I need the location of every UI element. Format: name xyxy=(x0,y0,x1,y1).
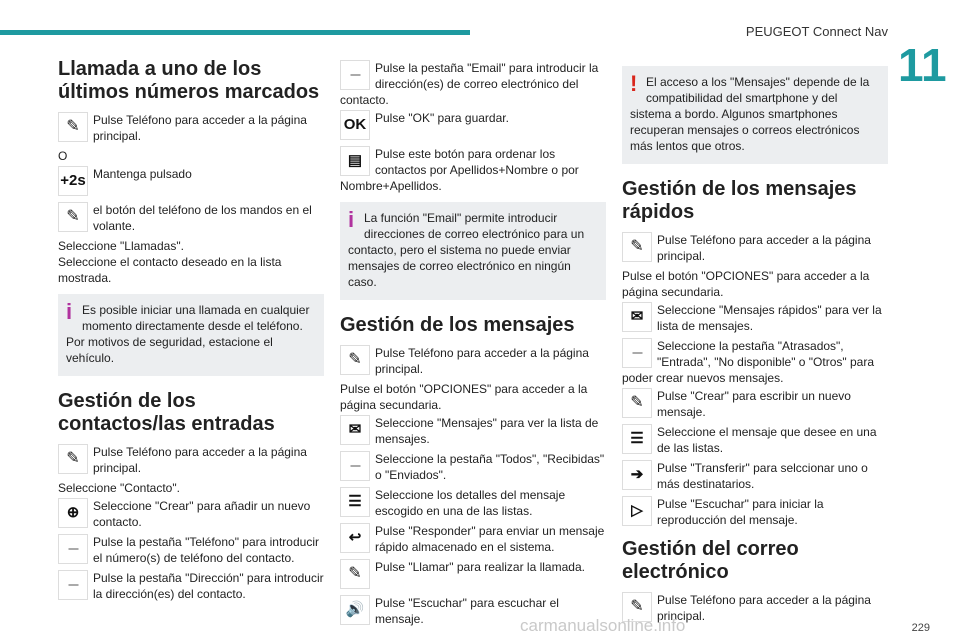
reply-icon: ↩ xyxy=(340,523,370,553)
heading-mensajes: Gestión de los mensajes xyxy=(340,314,575,336)
step: ✎ Pulse Teléfono para acceder a la página principal. xyxy=(622,592,888,626)
pen-icon: ✎ xyxy=(58,112,88,142)
message-icon: ✉ xyxy=(340,415,370,445)
input-field-icon: ⎯⎯ xyxy=(622,338,652,368)
info-note: i Es posible iniciar una llamada en cualquier momento directamente desde el teléfono. Por motivos de seguridad, estacione el vehículo. xyxy=(58,294,324,376)
pen-icon: ✎ xyxy=(622,388,652,418)
step: ▷ Pulse "Escuchar" para iniciar la reproducción del mensaje. xyxy=(622,496,888,530)
pen-icon: ✎ xyxy=(58,444,88,474)
step: ✉ Seleccione "Mensajes" para ver la lista de mensajes. xyxy=(340,415,606,449)
step: ⎯⎯ Pulse la pestaña "Email" para introducir la dirección(es) de correo electrónico del contacto. xyxy=(340,61,599,107)
paragraph: O xyxy=(58,149,68,163)
pen-icon: ✎ xyxy=(58,202,88,232)
step: ➔ Pulse "Transferir" para selccionar uno o más destinatarios. xyxy=(622,460,888,494)
step: ☰ Seleccione los detalles del mensaje escogido en una de las listas. xyxy=(340,487,606,521)
message-details-icon: ☰ xyxy=(340,487,370,517)
paragraph: Pulse el botón "OPCIONES" para acceder a la página secundaria. xyxy=(622,269,870,299)
plus-2s-icon: +2s xyxy=(58,166,88,196)
step: ✎ Pulse Teléfono para acceder a la página principal. xyxy=(340,345,606,379)
warning-icon: ! xyxy=(630,71,638,96)
message-icon: ✉ xyxy=(622,302,652,332)
plus-circle-icon: ⊕ xyxy=(58,498,88,528)
info-icon: i xyxy=(348,207,355,232)
paragraph: Seleccione "Llamadas". xyxy=(58,239,184,253)
column-3 xyxy=(622,58,888,628)
step: ✎ el botón del teléfono de los mandos en el volante. xyxy=(58,202,324,236)
warning-note: ! El acceso a los "Mensajes" depende de la compatibilidad del smartphone y del sistema a bordo. Algunos smartphones recuperan mensajes o correos electrónicos más lentos que otros. xyxy=(622,66,888,164)
heading-mensajes-rapidos: Gestión de los mensajes rápidos xyxy=(622,178,857,223)
step: OK Pulse "OK" para guardar. xyxy=(340,110,606,144)
step: ✎ Pulse Teléfono para acceder a la página principal. xyxy=(622,232,888,266)
ok-icon: OK xyxy=(340,110,370,140)
step: ✎ Pulse Teléfono para acceder a la página principal. xyxy=(58,444,324,478)
heading-correo: Gestión del correo electrónico xyxy=(622,538,799,583)
input-field-icon: ⎯⎯ xyxy=(58,534,88,564)
header-title: PEUGEOT Connect Nav xyxy=(745,24,888,39)
heading-contactos: Gestión de los contactos/las entradas xyxy=(58,390,275,435)
paragraph: Seleccione el contacto deseado en la lista mostrada. xyxy=(58,255,282,285)
column-2 xyxy=(340,58,606,631)
step: 🔊 Pulse "Escuchar" para escuchar el mensaje. xyxy=(340,595,606,629)
pen-icon: ✎ xyxy=(622,232,652,262)
step: ✎ Pulse "Crear" para escribir un nuevo mensaje. xyxy=(622,388,888,422)
message-details-icon: ☰ xyxy=(622,424,652,454)
pen-icon: ✎ xyxy=(340,559,370,589)
chapter-number: 11 xyxy=(898,39,947,91)
input-field-icon: ⎯⎯ xyxy=(58,570,88,600)
paragraph: Seleccione "Contacto". xyxy=(58,481,180,495)
step: ⎯⎯ Pulse la pestaña "Teléfono" para introducir el número(s) de teléfono del contacto. xyxy=(58,534,324,568)
step: ⎯⎯ Seleccione la pestaña "Todos", "Recibidas" o "Enviados". xyxy=(340,451,606,485)
watermark: carmanualsonline.info xyxy=(520,616,686,635)
step: ↩ Pulse "Responder" para enviar un mensaje rápido almacenado en el sistema. xyxy=(340,523,606,557)
input-field-icon: ⎯⎯ xyxy=(340,451,370,481)
info-icon: i xyxy=(66,299,73,324)
step: ✉ Seleccione "Mensajes rápidos" para ver la lista de mensajes. xyxy=(622,302,888,336)
step: ▤ Pulse este botón para ordenar los contactos por Apellidos+Nombre o por Nombre+Apellidos. xyxy=(340,147,579,193)
step: ⎯⎯ Pulse la pestaña "Dirección" para introducir la dirección(es) del contacto. xyxy=(58,570,324,604)
play-icon: ▷ xyxy=(622,496,652,526)
step: ⊕ Seleccione "Crear" para añadir un nuevo contacto. xyxy=(58,498,324,532)
paragraph: Pulse el botón "OPCIONES" para acceder a la página secundaria. xyxy=(340,382,588,412)
info-note: i La función "Email" permite introducir direcciones de correo electrónico para un contacto, pero el sistema no puede enviar mensajes de correo electrónico en ningún caso. xyxy=(340,202,606,300)
step: +2s Mantenga pulsado xyxy=(58,166,324,200)
pen-icon: ✎ xyxy=(622,592,652,622)
transfer-icon: ➔ xyxy=(622,460,652,490)
sort-contacts-icon: ▤ xyxy=(340,146,370,176)
step: ☰ Seleccione el mensaje que desee en una de las listas. xyxy=(622,424,888,458)
step: ✎ Pulse "Llamar" para realizar la llamada. xyxy=(340,559,606,593)
step: ✎ Pulse Teléfono para acceder a la página principal. xyxy=(58,112,324,146)
input-field-icon: ⎯⎯ xyxy=(340,60,370,90)
step: ⎯⎯ Seleccione la pestaña "Atrasados", "Entrada", "No disponible" o "Otros" para poder crear nuevos mensajes. xyxy=(622,339,875,385)
heading-llamada: Llamada a uno de los últimos números marcados xyxy=(58,58,320,103)
pen-icon: ✎ xyxy=(340,345,370,375)
header-accent-bar xyxy=(0,30,470,35)
speaker-icon: 🔊 xyxy=(340,595,370,625)
page-number: 229 xyxy=(911,622,930,634)
column-1 xyxy=(58,58,324,606)
